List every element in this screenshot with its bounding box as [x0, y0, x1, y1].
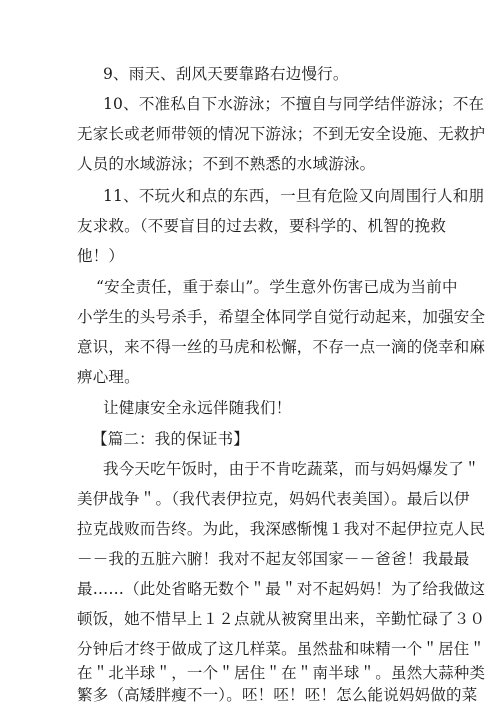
- text-line: 美伊战争＂。（我代表伊拉克，妈妈代表美国）。最后以伊: [77, 490, 470, 508]
- text-line: 人员的水域游泳；不到不熟悉的水域游泳。: [77, 155, 376, 173]
- section-heading: 【篇二：我的保证书】: [92, 430, 250, 448]
- text-line: 最……（此处省略无数个＂最＂对不起妈妈！为了给我做这: [77, 580, 486, 598]
- text-line: 让健康安全永远伴随我们！: [103, 399, 292, 417]
- text-line: “安全责任，重于泰山”。学生意外伤害已成为当前中: [96, 278, 458, 296]
- text-line: 友求救。（不要盲目的过去救，要科学的、机智的挽救: [77, 217, 447, 235]
- text-line: 拉克战败而告终。为此，我深感惭愧１我对不起伊拉克人民: [77, 520, 486, 538]
- text-line: 10、不准私自下水游泳；不擅自与同学结伴游泳；不在: [103, 95, 485, 113]
- text-line: －－我的五脏六腑！我对不起友邻国家－－爸爸！我最最: [77, 550, 470, 568]
- text-line: 我今天吃午饭时，由于不肯吃蔬菜，而与妈妈爆发了＂: [103, 460, 480, 478]
- text-line: 在＂北半球＂，一个＂居住＂在＂南半球＂。虽然大蒜种类: [77, 664, 486, 682]
- text-line: 痹心理。: [77, 368, 140, 386]
- text-line: 无家长或老师带领的情况下游泳；不到无安全设施、无救护: [77, 125, 486, 143]
- text-line: 11、不玩火和点的东西，一旦有危险又向周围行人和朋: [103, 187, 485, 205]
- text-line: 繁多（高矮胖瘦不一）。呸！呸！呸！怎么能说妈妈做的菜: [77, 686, 478, 704]
- text-line: 分钟后才终于做成了这几样菜。虽然盐和味精一个＂居住＂: [77, 640, 486, 658]
- text-line: 意识，来不得一丝的马虎和松懈，不存一点一滴的侥幸和麻: [77, 338, 486, 356]
- text-line: 9、雨天、刮风天要靠路右边慢行。: [103, 65, 349, 83]
- text-line: 小学生的头号杀手，希望全体同学自觉行动起来，加强安全: [77, 308, 486, 326]
- text-line: 顿饭，她不惜早上１２点就从被窝里出来，辛勤忙碌了３０: [77, 610, 486, 628]
- text-line: 他！）: [77, 247, 125, 265]
